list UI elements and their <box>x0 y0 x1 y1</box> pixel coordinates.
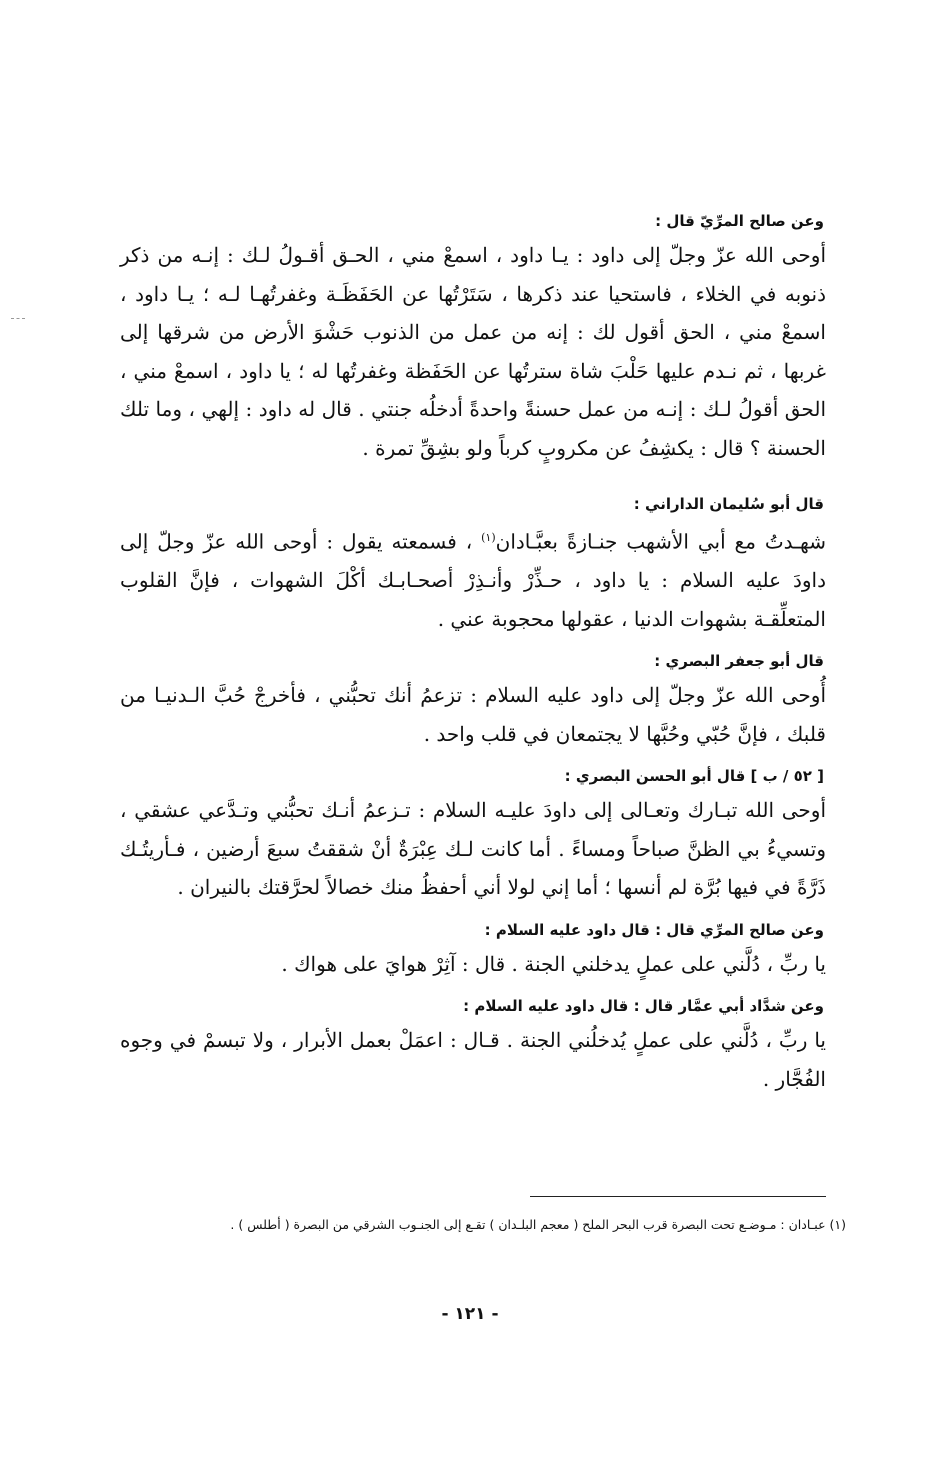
section-body: أُوحى الله عزّ وجلّ إلى داود عليه السلام : تزعمُ أنك تحبُّني ، فأخرجْ حُبَّ الـدنيـا من قلبك ، فإنَّ حُبّي وحُبَّها لا يجتمعان في قلب واحد . <box>120 683 826 746</box>
page-content <box>120 206 826 1106</box>
section-heading: وعن صالح المرِّيّ قال : <box>655 212 824 230</box>
footnote-divider <box>530 1196 826 1197</box>
page-number: - ١٢١ - <box>441 1304 499 1324</box>
section-darani <box>120 489 826 638</box>
section-body <box>120 519 826 638</box>
section-saleh-2 <box>120 915 826 984</box>
section-heading: قال أبو سُليمان الداراني : <box>633 495 824 513</box>
spacer <box>120 475 826 489</box>
section-heading: وعن صالح المرِّي قال : قال داود عليه السلام : <box>484 920 824 939</box>
section-abu-hasan <box>120 761 826 907</box>
body-text: ، فسمعته يقول : أوحى الله عزّ وجلّ إلى داودَ عليه السلام : يا داود ، حـذِّرْ وأنـذِرْ أصحـابـك أكْلَ الشهوات ، فإنَّ القلوب المتعلِّقـة بشهوات الدنيا ، عقولها محجوبة عني . <box>120 529 826 631</box>
body-text: شهـدتُ مع أبي الأشهب جنـازةً بعبَّـادان <box>495 529 826 554</box>
margin-mark <box>11 318 25 319</box>
footnote: (١) عبـادان : مـوضـع تحت البصرة قرب البحر الملح ( معجم البلـدان ) تقـع إلى الجنـوب الشرقي من البصرة ( أطلس ) . <box>230 1217 846 1232</box>
section-body: يا ربِّ ، دُلَّني على عملٍ يدخلني الجنة . قال : آثِرْ هوايَ على هواك . <box>281 951 826 976</box>
section-heading: [ ٥٢ / ب ] قال أبو الحسن البصري : <box>564 767 824 786</box>
section-heading: وعن شدَّاد أبي عمَّار قال : قال داود عليه السلام : <box>463 997 824 1016</box>
section-shaddad <box>120 991 826 1098</box>
section-abu-jafar <box>120 646 826 753</box>
section-body: يا ربِّ ، دُلَّني على عملٍ يُدخلُني الجنة . قـال : اعمَلْ بعمل الأبرار ، ولا تبسمْ في وجوه الفُجَّار . <box>120 1028 826 1091</box>
footnote-marker[interactable]: (١) <box>481 531 496 544</box>
section-body: أوحى الله تبـارك وتعـالى إلى داودَ عليـه السلام : تـزعمُ أنـك تحبُّني وتـدَّعي عشقي ، وتسيءُ بي الظنَّ صباحاً ومساءً . أما كانت لـك عِبْرَةٌ أنْ شققتُ سبعَ أرضين ، فـأريتُـك ذَرَّةً في فيها بُرَّة لم أنسها ؛ أما إني لولا أني أحفظُ منك خصالاً لحرَّقتك بالنيران . <box>120 798 827 900</box>
section-saleh-1 <box>120 206 826 467</box>
section-body: أوحى الله عزّ وجلّ إلى داود : يـا داود ، اسمعْ مني ، الحـق أقـولُ لـك : إنـه من ذكر ذنوبه في الخلاء ، فاستحيا عند ذكرها ، سَتَرْتُها عن الحَفَظَـة وغفرتُهـا لـه ؛ يـا داود ، اسمعْ مني ، الحق أقول لك : إنه من عمل من الذنوب حَشْوَ الأرض من شرقها إلى غربها ، ثم نـدم عليها حَلْبَ شاة سترتُها عن الحَفَظة وغفرتُها له ؛ يا داود ، اسمعْ مني ، الحق أقولُ لـك : إنـه من عمل حسنةً واحدةً أدخلُه جنتي . قال له داود : إلهي ، وما تلك الحسنة ؟ قال : يكشِفُ عن مكروبٍ كرباً ولو بشِقِّ تمرة . <box>120 243 826 460</box>
section-heading: قال أبو جعفر البصري : <box>654 652 824 671</box>
